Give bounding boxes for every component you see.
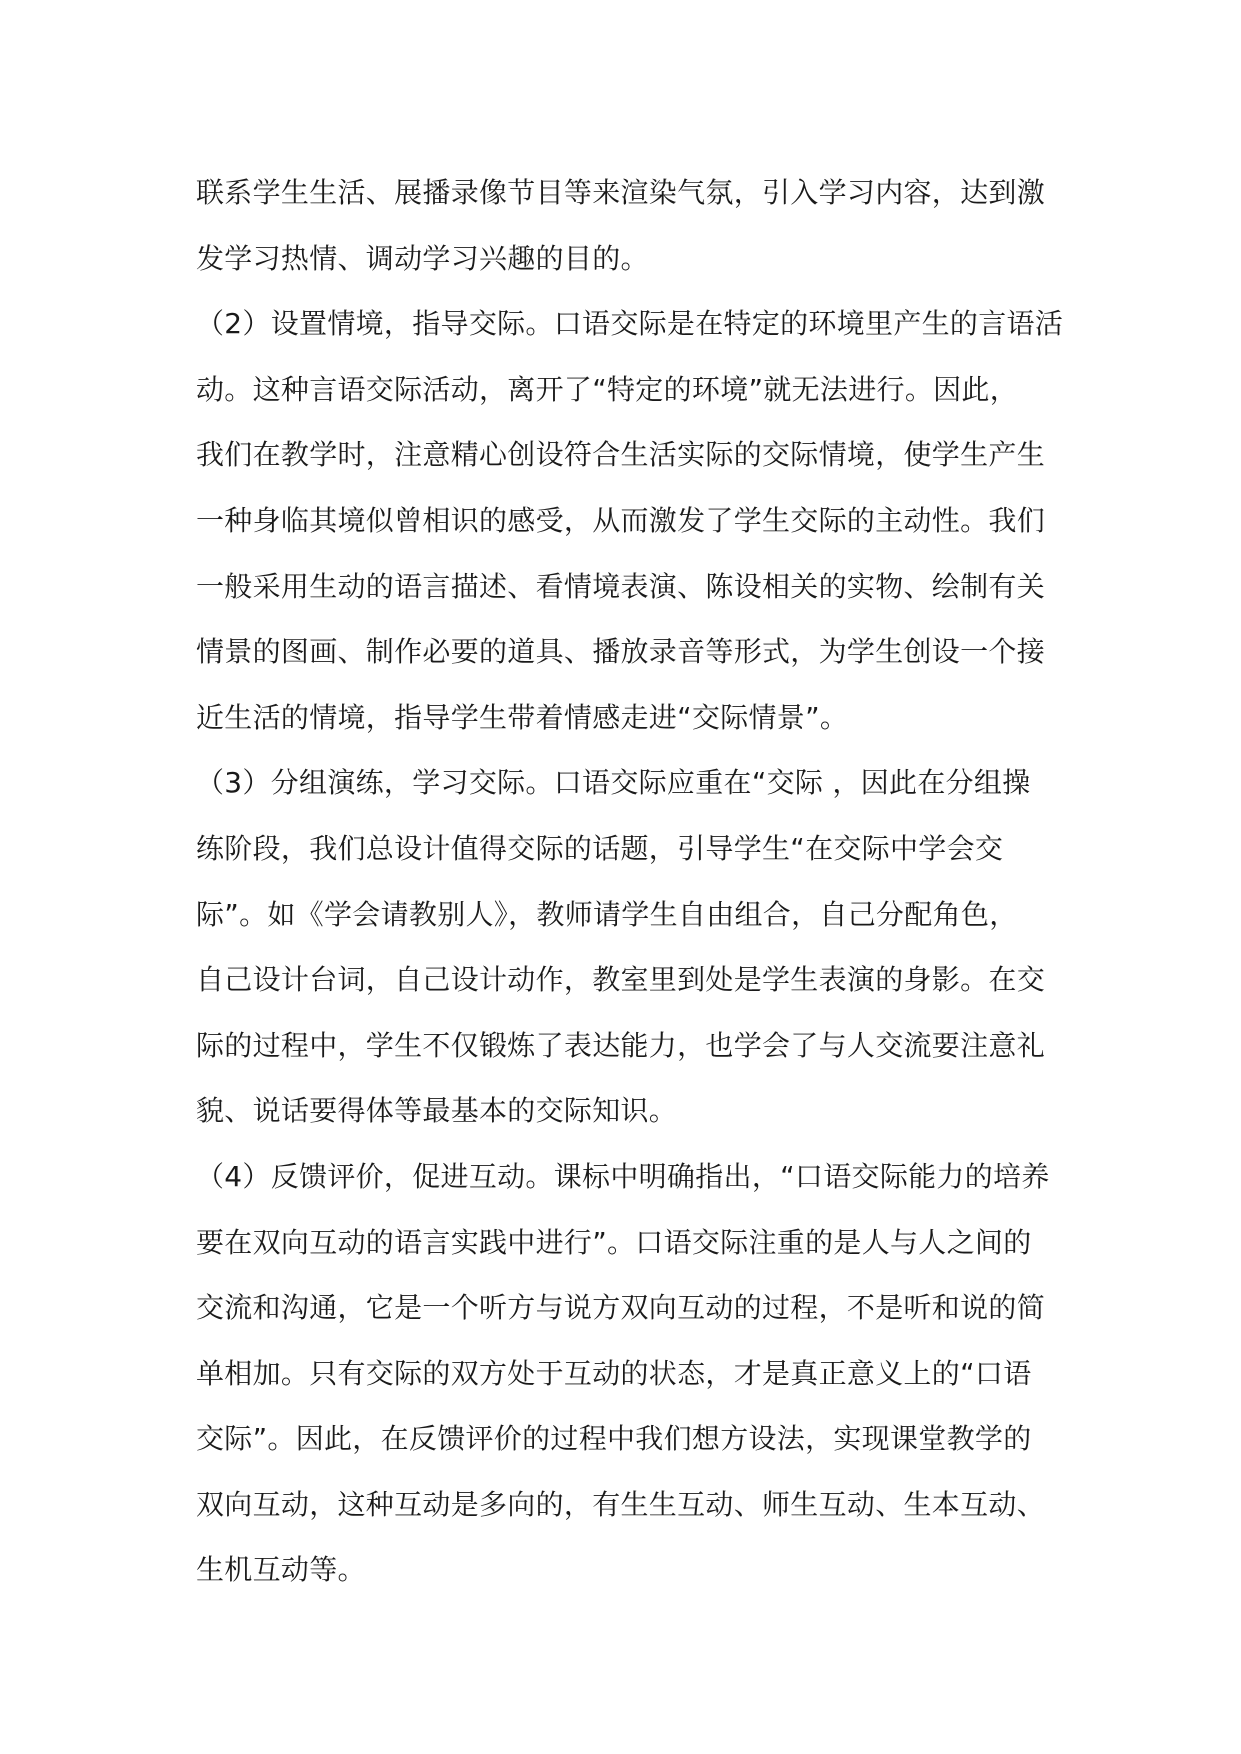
text-line: 动。这种言语交际活动，离开了“特定的环境”就无法进行。因此， xyxy=(196,372,1019,406)
text-line: 发学习热情、调动学习兴趣的目的。 xyxy=(196,241,649,275)
body-text xyxy=(196,160,1096,1603)
text-line: 双向互动，这种互动是多向的，有生生互动、师生互动、生本互动、 xyxy=(196,1487,1046,1521)
text-line: 交际”。因此，在反馈评价的过程中我们想方设法，实现课堂教学的 xyxy=(196,1422,1032,1456)
text-line: 生机互动等。 xyxy=(196,1553,366,1587)
text-line: 我们在教学时，注意精心创设符合生活实际的交际情境，使学生产生 xyxy=(196,438,1046,472)
text-line: 情景的图画、制作必要的道具、播放录音等形式，为学生创设一个接 xyxy=(196,635,1046,669)
text-line: 际”。如《学会请教别人》，教师请学生自由组合，自己分配角色， xyxy=(196,897,1018,931)
text-line: （3）分组演练，学习交际。口语交际应重在“交际 ，因此在分组操 xyxy=(196,766,1031,800)
text-line: 联系学生生活、展播录像节目等来渲染气氛，引入学习内容，达到激 xyxy=(196,176,1046,209)
text-line: 练阶段，我们总设计值得交际的话题，引导学生“在交际中学会交 xyxy=(196,831,1004,865)
text-line: （2）设置情境，指导交际。口语交际是在特定的环境里产生的言语活 xyxy=(196,307,1064,341)
text-line: （4）反馈评价，促进互动。课标中明确指出，“口语交际能力的培养 xyxy=(196,1159,1050,1193)
text-line: 要在双向互动的语言实践中进行”。口语交际注重的是人与人之间的 xyxy=(196,1225,1032,1259)
text-line: 际的过程中，学生不仅锻炼了表达能力，也学会了与人交流要注意礼 xyxy=(196,1028,1046,1062)
text-line: 一般采用生动的语言描述、看情境表演、陈设相关的实物、绘制有关 xyxy=(196,569,1046,603)
text-line: 近生活的情境，指导学生带着情感走进“交际情景”。 xyxy=(196,700,849,734)
text-line: 交流和沟通，它是一个听方与说方双向互动的过程，不是听和说的简 xyxy=(196,1291,1046,1325)
text-line: 单相加。只有交际的双方处于互动的状态，才是真正意义上的“口语 xyxy=(196,1356,1032,1390)
text-line: 一种身临其境似曾相识的感受，从而激发了学生交际的主动性。我们 xyxy=(196,503,1046,537)
text-line: 自己设计台词，自己设计动作，教室里到处是学生表演的身影。在交 xyxy=(196,963,1046,997)
text-line: 貌、说话要得体等最基本的交际知识。 xyxy=(196,1094,678,1128)
